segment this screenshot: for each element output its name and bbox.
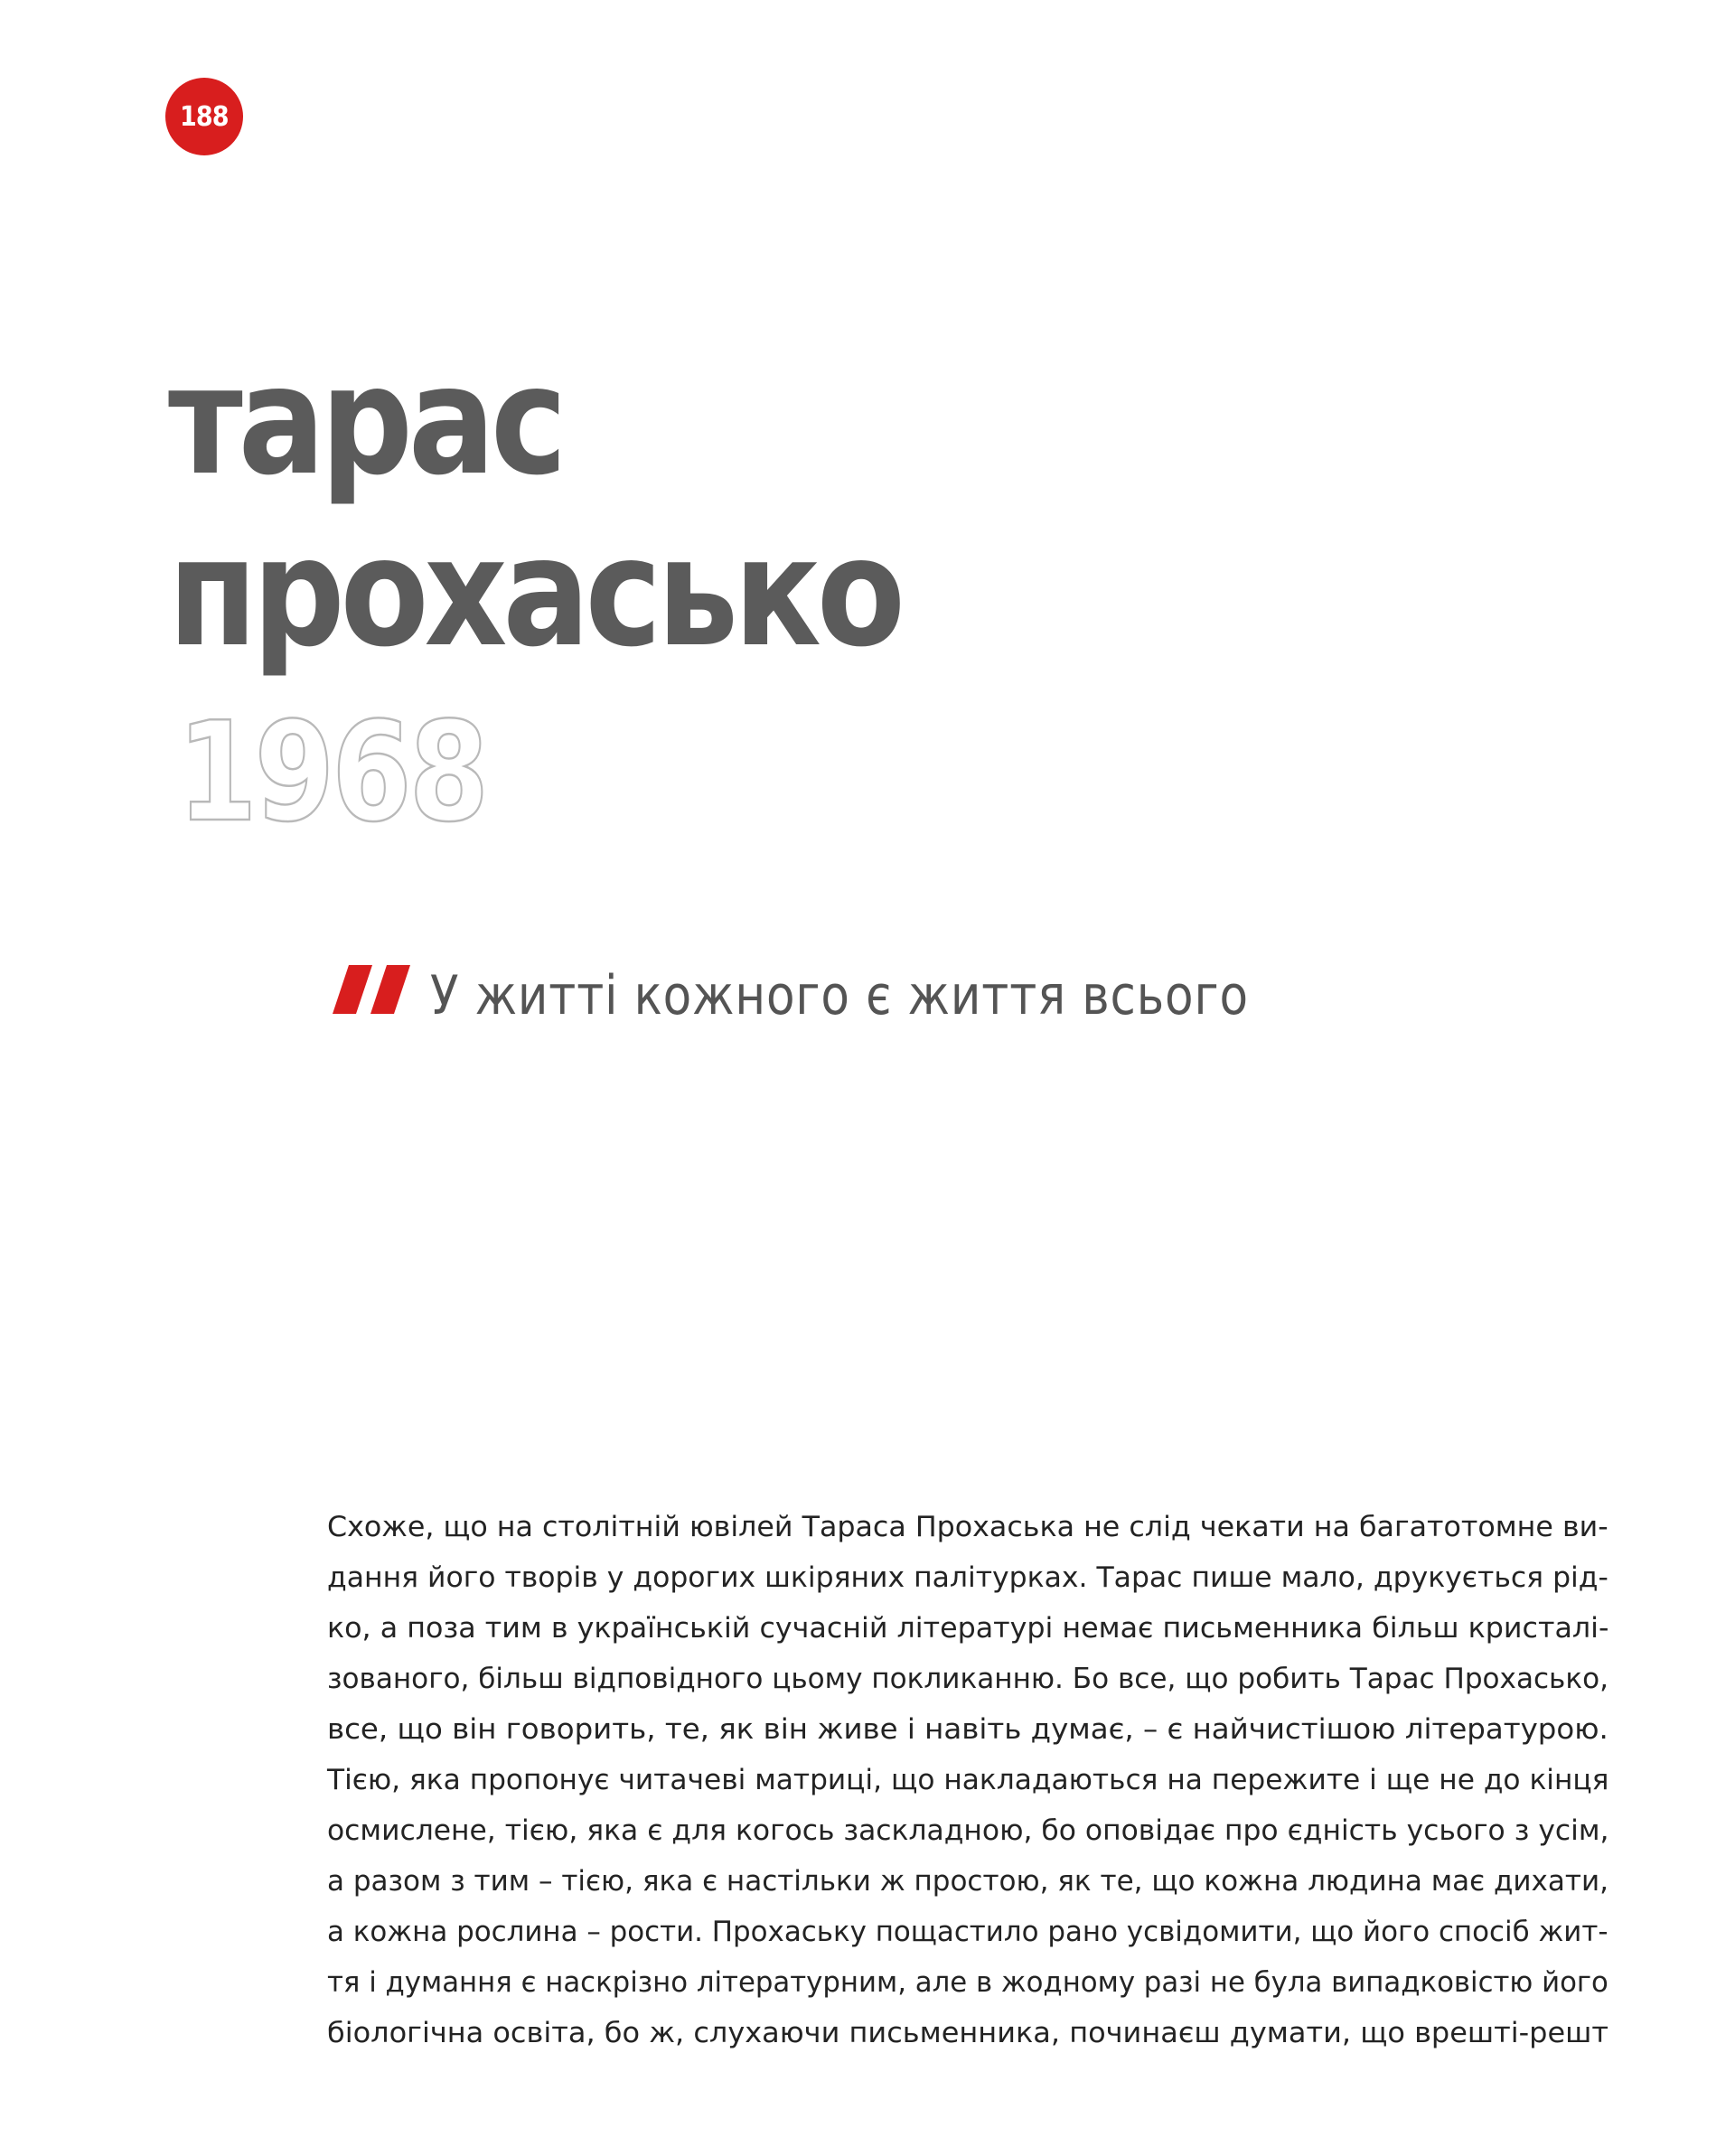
page-number: 188 [180,100,229,133]
body-line: ко, а поза тим в українській сучасній літературі немає письменника більш кристалі- [327,1612,1609,1645]
quote-text: У житті кожного є життя всього [430,964,1249,1027]
body-line: все, що він говорить, те, як він живе і навіть думає, – є найчистішою літературою. [327,1713,1608,1746]
body-line: тя і думання є наскрізно літературним, але в жодному разі не була випадковістю його [327,1966,1608,1999]
body-line: дання його творів у дорогих шкіряних палітурках. Тарас пише мало, друкується рід- [327,1561,1608,1594]
body-line: а кожна рослина – рости. Прохаську пощастило рано усвідомити, що його спосіб жит- [327,1916,1608,1948]
body-line: біологічна освіта, бо ж, слухаючи письменника, починаєш думати, що врешті-решт [327,2017,1609,2049]
page-number-badge [165,78,243,155]
epigraph-quote [333,960,1382,1032]
author-first-name: тарас [168,334,563,509]
body-line: Схоже, що на столітній ювілей Тараса Прохаська не слід чекати на багатотомне ви- [327,1511,1608,1543]
body-line: Тією, яка пропонує читачеві матриці, що накладаються на пережите і ще не до кінця [327,1764,1609,1796]
author-name-heading [168,336,901,680]
quote-mark-icon [333,960,416,1014]
body-line: зованого, більш відповідного цьому покликанню. Бо все, що робить Тарас Прохасько, [327,1663,1609,1695]
body-line: а разом з тим – тією, яка є настільки ж простою, як те, що кожна людина має дихати, [327,1865,1608,1898]
author-last-name: прохасько [168,506,901,680]
body-line: осмислене, тією, яка є для когось заскладною, бо оповідає про єдність усього з усім, [327,1814,1609,1847]
birth-year: 1968 [177,692,486,852]
article-body [327,1502,1608,2058]
